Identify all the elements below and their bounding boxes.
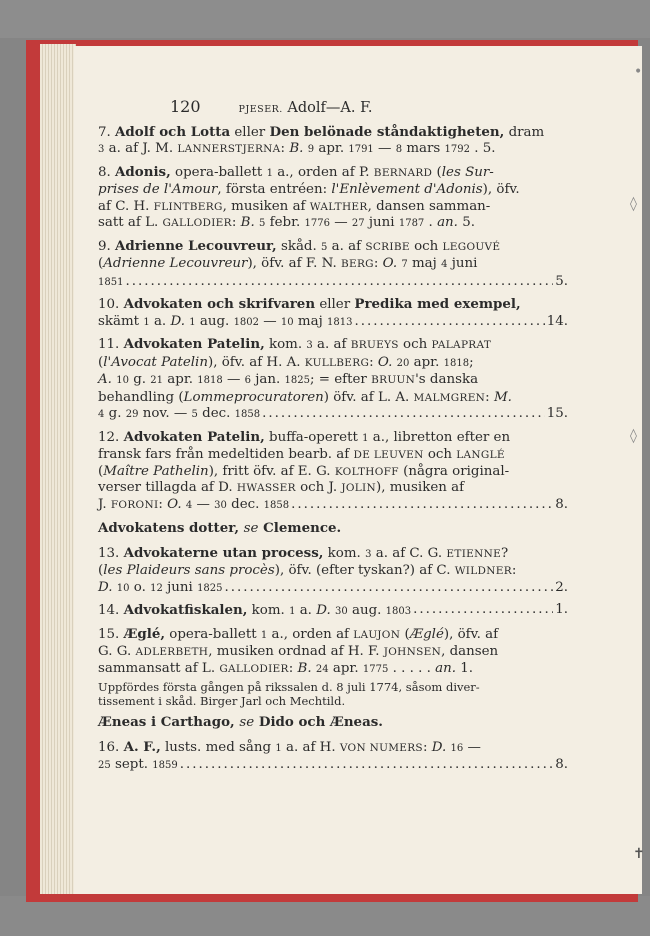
entry-note: Uppfördes första gången på rikssalen d. 8 juli 1774, såsom diver- tissement i skåd. Birger Jarl och Mechtild. — [98, 680, 480, 708]
entry-line: G. G. ADLERBETH, musiken ordnad af H. F. JOHNSEN, dansen — [98, 644, 499, 659]
entry-list — [98, 124, 568, 515]
entry-line: 3 a. af J. M. LANNERSTJERNA: B. 9 apr. 1791 — 8 mars 1792 . 5. — [98, 141, 496, 156]
entry-line: behandling (Lommeprocuratoren) öfv. af L. A. MALMGREN: M. — [98, 389, 512, 405]
leader-dots — [125, 274, 553, 292]
entry-line: fransk fars från medeltiden bearb. af DE LEUVEN och LANGLÉ — [98, 447, 505, 462]
entry-list — [98, 739, 568, 775]
entry-line: 25 sept. 1859 ..... 8. — [98, 757, 568, 775]
entry-line: 4 g. 29 nov. — 5 dec. 1858 ..... 15. — [98, 406, 568, 424]
catalogue-entry — [98, 336, 568, 424]
page-number: 120 — [170, 97, 201, 116]
leader-dots — [291, 497, 553, 515]
leader-dots — [413, 602, 553, 621]
catalogue-entry — [98, 238, 568, 292]
leader-dots — [180, 757, 554, 775]
leader-dots — [225, 580, 554, 598]
catalogue-entry — [98, 164, 568, 233]
page-text — [98, 99, 568, 780]
entry-line: 14. Advokatfiskalen, kom. 1 a. D. 30 aug. 1803 ..... 1. — [98, 602, 568, 621]
entry-line: (Maître Pathelin), fritt öfv. af E. G. KOLTHOFF (några original- — [98, 463, 510, 479]
catalogue-entry — [98, 296, 568, 331]
margin-mark-icon: ✝ — [633, 846, 645, 862]
entry-line: 7. Adolf och Lotta eller Den belönade ståndaktigheten, dram — [98, 123, 545, 140]
cross-reference: Æneas i Carthago, se Dido och Æneas. — [98, 714, 383, 730]
entry-line: 15. Æglé, opera-ballett 1 a., orden af LAUJON (Æglé), öfv. af — [98, 625, 499, 642]
entry-line: verser tillagda af D. HWASSER och J. JOLIN), musiken af — [98, 480, 465, 495]
running-head: PJESER. Adolf—A. F. — [238, 100, 373, 116]
entry-list — [98, 545, 568, 709]
entry-line: 1851 ..... 5. — [98, 274, 568, 292]
entry-line: 11. Advokaten Patelin, kom. 3 a. af BRUEYS och PALAPRAT — [98, 336, 492, 352]
entry-line: 10. Advokaten och skrifvaren eller Predika med exempel, — [98, 296, 521, 312]
margin-mark-icon: ◊ — [630, 196, 637, 212]
page-header — [98, 99, 568, 119]
cross-reference: Advokatens dotter, se Clemence. — [98, 520, 342, 536]
catalogue-entry — [98, 429, 568, 515]
entry-line: (les Plaideurs sans procès), öfv. (efter tyskan?) af C. WILDNER: — [98, 563, 517, 578]
entry-line: skämt 1 a. D. 1 aug. 1802 — 10 maj 1813 ..... 14. — [98, 314, 568, 332]
catalogue-entry — [98, 124, 568, 159]
entry-line: satt af L. GALLODIER: B. 5 febr. 1776 — 27 juni 1787 . an. 5. — [98, 215, 475, 230]
catalogue-entry — [98, 602, 568, 621]
leader-dots — [262, 406, 545, 424]
margin-mark-icon: • — [634, 64, 643, 80]
catalogue-entry — [98, 545, 568, 598]
entry-line: sammansatt af L. GALLODIER: B. 24 apr. 1775 . . . . . an. 1. — [98, 660, 474, 676]
margin-mark-icon: ◊ — [630, 428, 637, 444]
leader-dots — [354, 314, 544, 332]
entry-line: (Adrienne Lecouvreur), öfv. af F. N. BERG: O. 7 maj 4 juni — [98, 256, 478, 271]
entry-line: 9. Adrienne Lecouvreur, skåd. 5 a. af SCRIBE och LEGOUVÉ — [98, 237, 501, 254]
entry-line: 12. Advokaten Patelin, buffa-operett 1 a., libretton efter en — [98, 428, 511, 445]
entry-line: J. FORONI: O. 4 — 30 dec. 1858 ..... 8. — [98, 497, 568, 515]
entry-line: 16. A. F., lusts. med sång 1 a. af H. VON NUMERS: D. 16 — — [98, 738, 481, 755]
entry-line: prises de l'Amour, första entréen: l'Enlèvement d'Adonis), öfv. — [98, 182, 520, 197]
catalogue-entry — [98, 626, 568, 709]
entry-line: (l'Avocat Patelin), öfv. af H. A. KULLBERG: O. 20 apr. 1818; — [98, 354, 474, 370]
entry-line: 8. Adonis, opera-ballett 1 a., orden af P. BERNARD (les Sur- — [98, 163, 494, 180]
scan-background-top — [0, 0, 650, 38]
entry-line: A. 10 g. 21 apr. 1818 — 6 jan. 1825; = efter BRUUN's danska — [98, 372, 479, 387]
catalogue-entry — [98, 739, 568, 775]
entry-line: af C. H. FLINTBERG, musiken af WALTHER, dansen samman- — [98, 198, 491, 214]
entry-line: D. 10 o. 12 juni 1825 ..... 2. — [98, 580, 568, 598]
entry-line: 13. Advokaterne utan process, kom. 3 a. af C. G. ETIENNE? — [98, 544, 509, 561]
scan-background-bottom — [0, 896, 650, 936]
page-edges — [40, 44, 76, 894]
